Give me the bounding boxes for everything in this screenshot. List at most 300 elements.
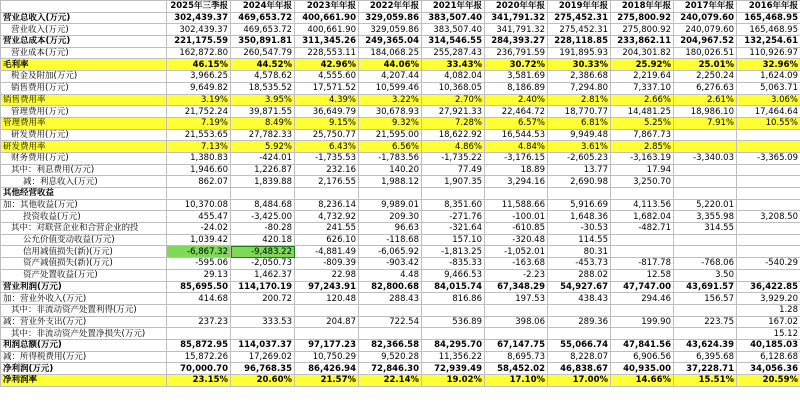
header-cell[interactable]: 2017年年报	[674, 1, 737, 13]
data-cell[interactable]: 97,243.91	[295, 281, 359, 293]
data-cell[interactable]: 15.51%	[674, 375, 737, 387]
data-cell[interactable]: 383,507.40	[422, 12, 485, 24]
data-cell[interactable]: -80.28	[231, 223, 295, 235]
data-cell[interactable]: 455.47	[167, 211, 231, 223]
data-cell[interactable]: -30.53	[548, 223, 611, 235]
data-cell[interactable]: 84,015.74	[422, 281, 485, 293]
data-cell[interactable]: 13.77	[548, 164, 611, 176]
data-cell[interactable]: 30.72%	[485, 59, 548, 71]
data-cell[interactable]: 1,988.12	[359, 176, 422, 188]
data-cell[interactable]: 341,791.32	[485, 12, 548, 24]
data-cell[interactable]: 42.96%	[295, 59, 359, 71]
data-cell[interactable]: 1,946.60	[167, 164, 231, 176]
data-cell[interactable]: 3.61%	[548, 141, 611, 153]
data-cell[interactable]: 1,682.04	[611, 211, 674, 223]
data-cell[interactable]: 2,176.55	[295, 176, 359, 188]
data-cell[interactable]: 17.00%	[548, 375, 611, 387]
data-cell[interactable]: 288.43	[359, 293, 422, 305]
data-cell[interactable]: -482.71	[611, 223, 674, 235]
data-cell[interactable]: 400,661.90	[295, 24, 359, 36]
data-cell[interactable]: 438.43	[548, 293, 611, 305]
data-cell[interactable]	[231, 304, 295, 316]
header-cell[interactable]: 2025年三季报	[167, 1, 231, 13]
data-cell[interactable]: 240,079.60	[674, 12, 737, 24]
data-cell[interactable]: 17,571.52	[295, 82, 359, 94]
data-cell[interactable]: 8,236.14	[295, 199, 359, 211]
data-cell[interactable]	[674, 328, 737, 340]
data-cell[interactable]: 275,800.92	[611, 12, 674, 24]
data-cell[interactable]: 5,063.71	[737, 82, 800, 94]
data-cell[interactable]: 400,661.90	[295, 12, 359, 24]
data-cell[interactable]: -321.64	[422, 223, 485, 235]
data-cell[interactable]	[359, 304, 422, 316]
data-cell[interactable]	[295, 328, 359, 340]
data-cell[interactable]: 46,838.67	[548, 363, 611, 375]
row-label[interactable]: 管理费用(万元)	[1, 106, 167, 118]
data-cell[interactable]: 1.28	[737, 304, 800, 316]
data-cell[interactable]: 2.85%	[611, 141, 674, 153]
data-cell[interactable]: 3.19%	[167, 94, 231, 106]
data-cell[interactable]: 5.25%	[611, 117, 674, 129]
data-cell[interactable]	[611, 304, 674, 316]
data-cell[interactable]: 40,935.00	[611, 363, 674, 375]
data-cell[interactable]: -1,735.53	[295, 152, 359, 164]
data-cell[interactable]: 18,986.10	[674, 106, 737, 118]
data-cell[interactable]: 204,301.82	[611, 47, 674, 59]
row-label[interactable]: 税金及附加(万元)	[1, 71, 167, 83]
row-label[interactable]: 销售费用率	[1, 94, 167, 106]
data-cell[interactable]: 6,128.68	[737, 351, 800, 363]
data-cell[interactable]	[737, 176, 800, 188]
row-label[interactable]: 研发费用(万元)	[1, 129, 167, 141]
data-cell[interactable]: 30.33%	[548, 59, 611, 71]
data-cell[interactable]: 275,452.31	[548, 12, 611, 24]
data-cell[interactable]: 341,791.32	[485, 24, 548, 36]
data-cell[interactable]: 228,553.11	[295, 47, 359, 59]
data-cell[interactable]: 8,186.89	[485, 82, 548, 94]
data-cell[interactable]: 536.89	[422, 316, 485, 328]
data-cell[interactable]	[167, 328, 231, 340]
data-cell[interactable]	[359, 328, 422, 340]
data-cell[interactable]: 114,037.37	[231, 339, 295, 351]
data-cell[interactable]: 7.19%	[167, 117, 231, 129]
data-cell[interactable]: 232.16	[295, 164, 359, 176]
data-cell[interactable]: 14.66%	[611, 375, 674, 387]
data-cell[interactable]: 2.40%	[485, 94, 548, 106]
data-cell[interactable]: 329,059.86	[359, 12, 422, 24]
data-cell[interactable]: -3,425.00	[231, 211, 295, 223]
row-label[interactable]: 其中：非流动资产处置利得(万元)	[1, 304, 167, 316]
data-cell[interactable]: 414.68	[167, 293, 231, 305]
row-label[interactable]: 资产处置收益(万元)	[1, 269, 167, 281]
data-cell[interactable]: 275,452.31	[548, 24, 611, 36]
data-cell[interactable]: 18,770.77	[548, 106, 611, 118]
data-cell[interactable]	[737, 246, 800, 258]
data-cell[interactable]: 12.58	[611, 269, 674, 281]
data-cell[interactable]: 114,170.19	[231, 281, 295, 293]
data-cell[interactable]: -903.42	[359, 258, 422, 270]
data-cell[interactable]	[548, 304, 611, 316]
data-cell[interactable]	[422, 304, 485, 316]
data-cell[interactable]: 27,782.33	[231, 129, 295, 141]
data-cell[interactable]: 157.10	[422, 234, 485, 246]
data-cell[interactable]: 2,690.98	[548, 176, 611, 188]
data-cell[interactable]: 10,750.29	[295, 351, 359, 363]
data-cell[interactable]: 302,439.37	[167, 24, 231, 36]
data-cell[interactable]: 3,966.25	[167, 71, 231, 83]
data-cell[interactable]: 9,949.48	[548, 129, 611, 141]
data-cell[interactable]: 70,000.70	[167, 363, 231, 375]
data-cell[interactable]: -809.39	[295, 258, 359, 270]
data-cell[interactable]: 85,872.95	[167, 339, 231, 351]
data-cell[interactable]: 9.15%	[295, 117, 359, 129]
data-cell[interactable]	[737, 223, 800, 235]
data-cell[interactable]: 3,208.50	[737, 211, 800, 223]
data-cell[interactable]: 333.53	[231, 316, 295, 328]
data-cell[interactable]	[737, 269, 800, 281]
row-label[interactable]: 其他经营收益	[1, 188, 167, 200]
data-cell[interactable]: -3,340.03	[674, 152, 737, 164]
data-cell[interactable]: 84,295.70	[422, 339, 485, 351]
data-cell[interactable]: 82,800.68	[359, 281, 422, 293]
data-cell[interactable]: 10,599.46	[359, 82, 422, 94]
data-cell[interactable]: 469,653.72	[231, 24, 295, 36]
data-cell[interactable]: -3,176.15	[485, 152, 548, 164]
data-cell[interactable]	[674, 129, 737, 141]
data-cell[interactable]: 2.66%	[611, 94, 674, 106]
data-cell[interactable]: 8.49%	[231, 117, 295, 129]
data-cell[interactable]	[548, 188, 611, 200]
data-cell[interactable]: 249,365.04	[359, 36, 422, 48]
data-cell[interactable]	[611, 246, 674, 258]
data-cell[interactable]: 72,939.49	[422, 363, 485, 375]
data-cell[interactable]: -100.01	[485, 211, 548, 223]
row-label[interactable]: 加：营业外收入(万元)	[1, 293, 167, 305]
data-cell[interactable]: 17.94	[611, 164, 674, 176]
data-cell[interactable]: 17,464.64	[737, 106, 800, 118]
data-cell[interactable]: 11,588.66	[485, 199, 548, 211]
data-cell[interactable]: -3,365.09	[737, 152, 800, 164]
row-label[interactable]: 销售费用(万元)	[1, 82, 167, 94]
data-cell[interactable]: 241.55	[295, 223, 359, 235]
data-cell[interactable]: 15,872.26	[167, 351, 231, 363]
data-cell[interactable]: 862.07	[167, 176, 231, 188]
data-cell[interactable]: 162,872.80	[167, 47, 231, 59]
row-label[interactable]: 减：营业外支出(万元)	[1, 316, 167, 328]
data-cell[interactable]: 67,348.29	[485, 281, 548, 293]
data-cell[interactable]: 288.02	[548, 269, 611, 281]
data-cell[interactable]	[611, 234, 674, 246]
data-cell[interactable]: 85,695.50	[167, 281, 231, 293]
data-cell[interactable]: 275,800.92	[611, 24, 674, 36]
data-cell[interactable]: 294.46	[611, 293, 674, 305]
data-cell[interactable]: 255,287.43	[422, 47, 485, 59]
data-cell[interactable]: 55,066.74	[548, 339, 611, 351]
data-cell[interactable]: 2,386.68	[548, 71, 611, 83]
row-label[interactable]: 净利润率	[1, 375, 167, 387]
data-cell[interactable]: -2,050.73	[231, 258, 295, 270]
data-cell[interactable]: 54,927.67	[548, 281, 611, 293]
data-cell[interactable]: 1,380.83	[167, 152, 231, 164]
data-cell[interactable]: 47,747.00	[611, 281, 674, 293]
data-cell[interactable]: -6,867.32	[167, 246, 231, 258]
data-cell[interactable]: 23.15%	[167, 375, 231, 387]
data-cell[interactable]: -424.01	[231, 152, 295, 164]
data-cell[interactable]: 1,624.09	[737, 71, 800, 83]
data-cell[interactable]: 32.96%	[737, 59, 800, 71]
data-cell[interactable]	[359, 188, 422, 200]
data-cell[interactable]: 25,750.77	[295, 129, 359, 141]
data-cell[interactable]: 15.12	[737, 328, 800, 340]
data-cell[interactable]: 3,929.20	[737, 293, 800, 305]
data-cell[interactable]: 1,462.37	[231, 269, 295, 281]
data-cell[interactable]	[674, 141, 737, 153]
data-cell[interactable]: 2.81%	[548, 94, 611, 106]
data-cell[interactable]: -1,052.01	[485, 246, 548, 258]
data-cell[interactable]	[167, 304, 231, 316]
data-cell[interactable]: -540.29	[737, 258, 800, 270]
data-cell[interactable]: 5,916.69	[548, 199, 611, 211]
data-cell[interactable]: 21,595.00	[359, 129, 422, 141]
data-cell[interactable]: 44.06%	[359, 59, 422, 71]
data-cell[interactable]: 72,846.30	[359, 363, 422, 375]
data-cell[interactable]: 469,653.72	[231, 12, 295, 24]
row-label[interactable]: 营业收入(万元)	[1, 24, 167, 36]
data-cell[interactable]	[737, 188, 800, 200]
data-cell[interactable]	[611, 188, 674, 200]
data-cell[interactable]: 1,839.88	[231, 176, 295, 188]
data-cell[interactable]: 140.20	[359, 164, 422, 176]
data-cell[interactable]: -271.76	[422, 211, 485, 223]
data-cell[interactable]: 4.84%	[485, 141, 548, 153]
row-label[interactable]: 减：所得税费用(万元)	[1, 351, 167, 363]
row-label[interactable]: 加：其他收益(万元)	[1, 199, 167, 211]
data-cell[interactable]: 30,678.93	[359, 106, 422, 118]
data-cell[interactable]: 165,468.95	[737, 24, 800, 36]
data-cell[interactable]: 21,553.65	[167, 129, 231, 141]
data-cell[interactable]: 8,351.60	[422, 199, 485, 211]
row-label[interactable]: 营业总成本(万元)	[1, 36, 167, 48]
header-cell[interactable]: 2021年年报	[422, 1, 485, 13]
data-cell[interactable]: -6,065.92	[359, 246, 422, 258]
data-cell[interactable]: 8,695.73	[485, 351, 548, 363]
data-cell[interactable]: 9,649.82	[167, 82, 231, 94]
data-cell[interactable]: 40,185.03	[737, 339, 800, 351]
data-cell[interactable]: -9,483.22	[231, 246, 295, 258]
data-cell[interactable]: 120.48	[295, 293, 359, 305]
data-cell[interactable]: 20.59%	[737, 375, 800, 387]
data-cell[interactable]: 43,691.57	[674, 281, 737, 293]
data-cell[interactable]: 204,967.52	[674, 36, 737, 48]
data-cell[interactable]: 722.54	[359, 316, 422, 328]
data-cell[interactable]	[674, 234, 737, 246]
data-cell[interactable]	[674, 176, 737, 188]
data-cell[interactable]: 398.06	[485, 316, 548, 328]
data-cell[interactable]: -768.06	[674, 258, 737, 270]
data-cell[interactable]: 17.10%	[485, 375, 548, 387]
data-cell[interactable]: 2,219.64	[611, 71, 674, 83]
data-cell[interactable]: -2.23	[485, 269, 548, 281]
row-label[interactable]: 营业成本(万元)	[1, 47, 167, 59]
row-label[interactable]: 其中：利息费用(万元)	[1, 164, 167, 176]
data-cell[interactable]	[737, 164, 800, 176]
data-cell[interactable]: 314,546.55	[422, 36, 485, 48]
data-cell[interactable]: 284,393.27	[485, 36, 548, 48]
data-cell[interactable]: 9,466.53	[422, 269, 485, 281]
data-cell[interactable]: 4,578.62	[231, 71, 295, 83]
data-cell[interactable]: 302,439.37	[167, 12, 231, 24]
data-cell[interactable]: 626.10	[295, 234, 359, 246]
data-cell[interactable]: 383,507.40	[422, 24, 485, 36]
data-cell[interactable]: 82,366.58	[359, 339, 422, 351]
data-cell[interactable]: -1,735.22	[422, 152, 485, 164]
data-cell[interactable]: -817.78	[611, 258, 674, 270]
data-cell[interactable]	[737, 199, 800, 211]
data-cell[interactable]	[231, 328, 295, 340]
data-cell[interactable]: 10,370.08	[167, 199, 231, 211]
row-label[interactable]: 其中：非流动资产处置净损失(万元)	[1, 328, 167, 340]
header-cell[interactable]: 2024年年报	[231, 1, 295, 13]
data-cell[interactable]: 816.86	[422, 293, 485, 305]
data-cell[interactable]: -610.85	[485, 223, 548, 235]
data-cell[interactable]: 22.14%	[359, 375, 422, 387]
data-cell[interactable]: 22.98	[295, 269, 359, 281]
data-cell[interactable]: 6.81%	[548, 117, 611, 129]
data-cell[interactable]: 3.95%	[231, 94, 295, 106]
data-cell[interactable]: 25.92%	[611, 59, 674, 71]
header-cell[interactable]: 2023年年报	[295, 1, 359, 13]
data-cell[interactable]: -1,813.25	[422, 246, 485, 258]
data-cell[interactable]: 6.43%	[295, 141, 359, 153]
data-cell[interactable]: 7,867.73	[611, 129, 674, 141]
data-cell[interactable]	[674, 164, 737, 176]
data-cell[interactable]: -24.02	[167, 223, 231, 235]
data-cell[interactable]: 233,862.11	[611, 36, 674, 48]
data-cell[interactable]: 6,906.56	[611, 351, 674, 363]
row-label[interactable]: 营业总收入(万元)	[1, 12, 167, 24]
data-cell[interactable]: 80.31	[548, 246, 611, 258]
row-label[interactable]: 毛利率	[1, 59, 167, 71]
data-cell[interactable]: 19.02%	[422, 375, 485, 387]
data-cell[interactable]: 27,921.33	[422, 106, 485, 118]
data-cell[interactable]: 22,464.72	[485, 106, 548, 118]
data-cell[interactable]: 350,891.81	[231, 36, 295, 48]
data-cell[interactable]: 4,555.60	[295, 71, 359, 83]
data-cell[interactable]: 33.43%	[422, 59, 485, 71]
data-cell[interactable]	[674, 304, 737, 316]
data-cell[interactable]: 4.39%	[295, 94, 359, 106]
data-cell[interactable]: 7.28%	[422, 117, 485, 129]
data-cell[interactable]: 4.86%	[422, 141, 485, 153]
data-cell[interactable]: 10.55%	[737, 117, 800, 129]
data-cell[interactable]: 2.61%	[674, 94, 737, 106]
data-cell[interactable]: 21,752.24	[167, 106, 231, 118]
data-cell[interactable]	[674, 246, 737, 258]
header-cell[interactable]: 2020年年报	[485, 1, 548, 13]
data-cell[interactable]: -1,783.56	[359, 152, 422, 164]
row-label[interactable]: 其中：对联营企业和合营企业的投	[1, 223, 167, 235]
data-cell[interactable]	[422, 328, 485, 340]
data-cell[interactable]: 3,355.98	[674, 211, 737, 223]
data-cell[interactable]: -163.68	[485, 258, 548, 270]
data-cell[interactable]: 7,337.10	[611, 82, 674, 94]
data-cell[interactable]: 223.75	[674, 316, 737, 328]
data-cell[interactable]: 114.55	[548, 234, 611, 246]
row-label[interactable]: 管理费用率	[1, 117, 167, 129]
data-cell[interactable]: 311,345.26	[295, 36, 359, 48]
data-cell[interactable]: 4,082.04	[422, 71, 485, 83]
data-cell[interactable]: 165,468.95	[737, 12, 800, 24]
data-cell[interactable]: 9.32%	[359, 117, 422, 129]
data-cell[interactable]: 7,294.80	[548, 82, 611, 94]
data-cell[interactable]: 314.55	[674, 223, 737, 235]
data-cell[interactable]: 3,294.16	[485, 176, 548, 188]
data-cell[interactable]: 4.48	[359, 269, 422, 281]
data-cell[interactable]: 199.90	[611, 316, 674, 328]
data-cell[interactable]: 5.92%	[231, 141, 295, 153]
data-cell[interactable]	[485, 304, 548, 316]
data-cell[interactable]: 25.01%	[674, 59, 737, 71]
data-cell[interactable]: 6.57%	[485, 117, 548, 129]
data-cell[interactable]	[295, 188, 359, 200]
data-cell[interactable]: 96,768.35	[231, 363, 295, 375]
data-cell[interactable]: 2,250.24	[674, 71, 737, 83]
data-cell[interactable]: 43,624.39	[674, 339, 737, 351]
row-label[interactable]: 投资收益(万元)	[1, 211, 167, 223]
header-cell[interactable]: 2016年年报	[737, 1, 800, 13]
row-label[interactable]: 净利润(万元)	[1, 363, 167, 375]
data-cell[interactable]: -4,881.49	[295, 246, 359, 258]
data-cell[interactable]: 2.70%	[422, 94, 485, 106]
data-cell[interactable]: 8,484.68	[231, 199, 295, 211]
data-cell[interactable]: 4,732.92	[295, 211, 359, 223]
row-label[interactable]: 营业利润(万元)	[1, 281, 167, 293]
data-cell[interactable]	[485, 328, 548, 340]
data-cell[interactable]	[295, 304, 359, 316]
data-cell[interactable]: 29.13	[167, 269, 231, 281]
data-cell[interactable]: 34,056.36	[737, 363, 800, 375]
data-cell[interactable]: 21.57%	[295, 375, 359, 387]
header-cell[interactable]	[1, 1, 167, 13]
data-cell[interactable]: 18,535.52	[231, 82, 295, 94]
data-cell[interactable]: 4,113.56	[611, 199, 674, 211]
data-cell[interactable]: 329,059.86	[359, 24, 422, 36]
row-label[interactable]: 利润总额(万元)	[1, 339, 167, 351]
data-cell[interactable]: 6,395.68	[674, 351, 737, 363]
data-cell[interactable]: -118.68	[359, 234, 422, 246]
data-cell[interactable]: 1,039.42	[167, 234, 231, 246]
data-cell[interactable]: -595.06	[167, 258, 231, 270]
data-cell[interactable]: 289.36	[548, 316, 611, 328]
data-cell[interactable]: 14,481.25	[611, 106, 674, 118]
data-cell[interactable]: 167.02	[737, 316, 800, 328]
data-cell[interactable]: 110,926.97	[737, 47, 800, 59]
data-cell[interactable]	[231, 188, 295, 200]
data-cell[interactable]: 200.72	[231, 293, 295, 305]
row-label[interactable]: 研发费用率	[1, 141, 167, 153]
data-cell[interactable]: 39,871.55	[231, 106, 295, 118]
data-cell[interactable]: 1,907.35	[422, 176, 485, 188]
data-cell[interactable]: 7.91%	[674, 117, 737, 129]
data-cell[interactable]: 18.89	[485, 164, 548, 176]
data-cell[interactable]: 1,226.87	[231, 164, 295, 176]
row-label[interactable]: 资产减值损失(新)(万元)	[1, 258, 167, 270]
data-cell[interactable]: 36,422.85	[737, 281, 800, 293]
data-cell[interactable]	[611, 328, 674, 340]
data-cell[interactable]: 236,791.59	[485, 47, 548, 59]
data-cell[interactable]: 37,228.71	[674, 363, 737, 375]
data-cell[interactable]: 46.15%	[167, 59, 231, 71]
